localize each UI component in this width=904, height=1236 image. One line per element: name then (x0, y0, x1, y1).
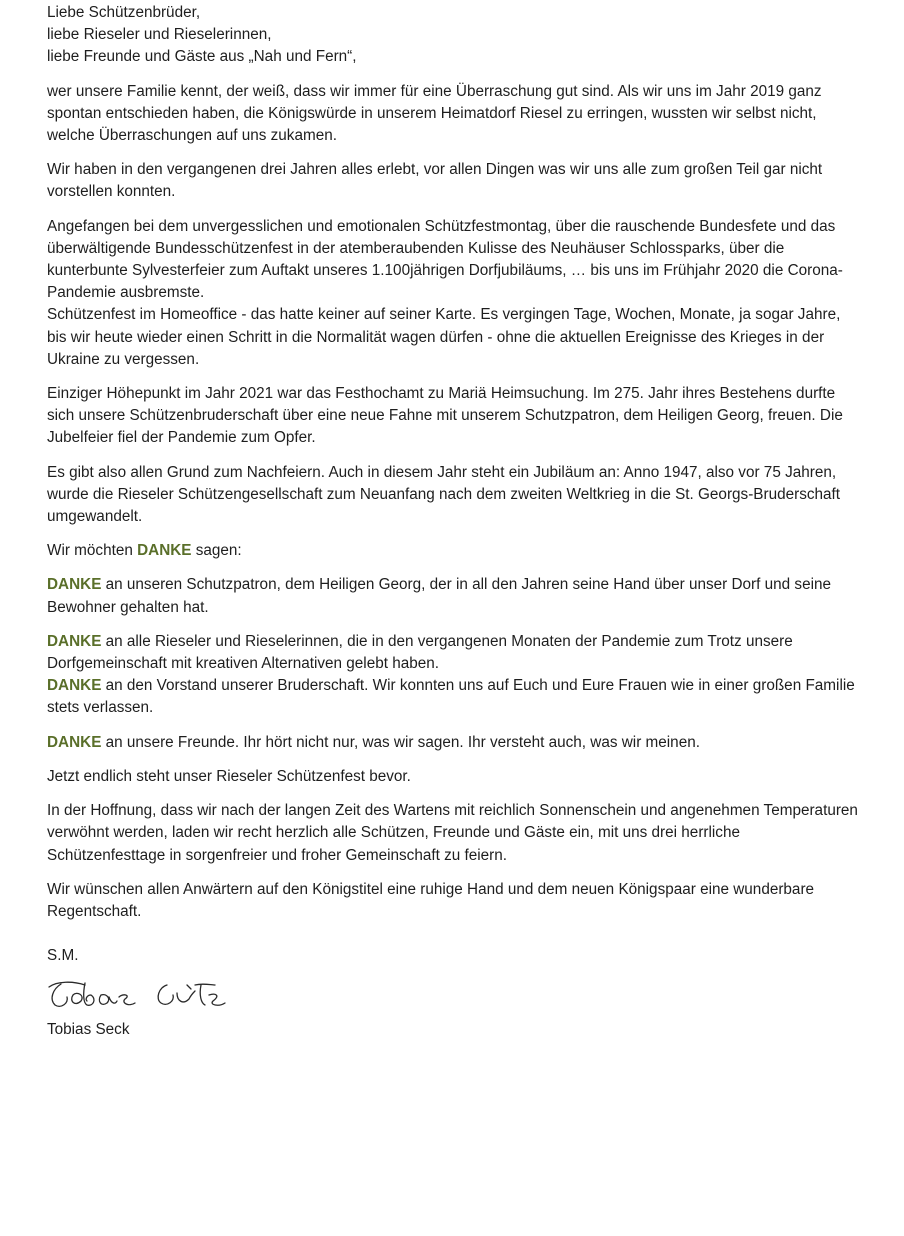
paragraph-events-part-2: Schützenfest im Homeoffice - das hatte keiner auf seiner Karte. Es vergingen Tage, Wochen, Monate, ja sogar Jahre, bis wir heute wieder einen Schritt in die Normalität wagen dürfen - ohne die aktuellen Ereignisse des Krieges in der Ukraine zu vergessen. (47, 306, 841, 368)
thanks-board-text: an den Vorstand unserer Bruderschaft. Wir konnten uns auf Euch und Eure Frauen wie in einer großen Familie stets verlassen. (47, 677, 855, 717)
thanks-keyword: DANKE (137, 542, 192, 560)
thanks-intro-after: sagen: (191, 542, 242, 560)
handwritten-signature (43, 973, 233, 1015)
paragraph-events-part-1: Angefangen bei dem unvergesslichen und emotionalen Schützfestmontag, über die rauschende Bundesfete und das überwältigende Bundesschützenfest in der atemberaubenden Kulisse des Neuhäuser Schlossparks, über die kunterbunte Sylvesterfeier zum Auftakt unseres 1.100jährigen Dorfjubiläums, … bis uns im Frühjahr 2020 die Corona-Pandemie ausbremste. (47, 217, 843, 302)
thanks-intro-before: Wir möchten (47, 542, 138, 560)
closing-wishes: Wir wünschen allen Anwärtern auf den Königstitel eine ruhige Hand und dem neuen Königspaar eine wunderbare Regentschaft. (47, 880, 815, 920)
paragraph-highlight: Einziger Höhepunkt im Jahr 2021 war das Festhochamt zu Mariä Heimsuchung. Im 275. Jahr ihres Bestehens durfte sich unsere Schützenbruderschaft über eine neue Fahne mit unserem Schutzpatron, dem Heiligen Georg, freuen. Die Jubelfeier fiel der Pandemie zum Opfer. (47, 385, 843, 447)
signatory-name: Tobias Seck (47, 1021, 130, 1039)
closing-invitation: In der Hoffnung, dass wir nach der langen Zeit des Wartens mit reichlich Sonnenschein und angenehmen Temperaturen verwöhnt werden, laden wir recht herzlich alle Schützen, Freunde und Gäste ein, mit uns drei herrliche Schützenfesttage in sorgenfreier und froher Gemeinschaft zu feiern. (47, 802, 858, 864)
thanks-villagers-text: an alle Rieseler und Rieselerinnen, die in den vergangenen Monaten der Pandemie zum Trotz unsere Dorfgemeinschaft mit kreativen Alternativen gelebt haben. (47, 632, 793, 673)
paragraph-events (47, 216, 862, 371)
thanks-keyword: DANKE (47, 733, 102, 751)
sign-off-initials: S.M. (47, 947, 79, 965)
thanks-friends (47, 732, 862, 754)
greeting-line-3: liebe Freunde und Gäste aus „Nah und Fern“, (47, 48, 357, 66)
paragraph-jubilee: Es gibt also allen Grund zum Nachfeiern. Auch in diesem Jahr steht ein Jubiläum an: Anno 1947, also vor 75 Jahren, wurde die Rieseler Schützengesellschaft zum Neuanfang nach dem zweiten Weltkrieg in die St. Georgs-Bruderschaft umgewandelt. (47, 463, 841, 526)
thanks-villagers-board (47, 631, 862, 720)
thanks-intro (47, 540, 862, 562)
thanks-keyword: DANKE (47, 632, 102, 650)
thanks-keyword: DANKE (47, 677, 102, 695)
greeting-line-2: liebe Rieseler und Rieselerinnen, (47, 26, 272, 44)
paragraph-experience: Wir haben in den vergangenen drei Jahren alles erlebt, vor allen Dingen was wir uns alle zum großen Teil gar nicht vorstellen konnten. (47, 161, 823, 201)
thanks-keyword: DANKE (47, 576, 102, 594)
sign-off (47, 945, 862, 967)
letter-body (47, 2, 862, 1042)
greeting (47, 2, 862, 69)
thanks-patron (47, 574, 862, 618)
greeting-line-1: Liebe Schützenbrüder, (47, 4, 201, 21)
thanks-friends-text: an unsere Freunde. Ihr hört nicht nur, was wir sagen. Ihr versteht auch, was wir meinen. (101, 733, 700, 751)
paragraph-intro: wer unsere Familie kennt, der weiß, dass wir immer für eine Überraschung gut sind. Als wir uns im Jahr 2019 ganz spontan entschieden haben, die Königswürde in unserem Heimatdorf Riesel zu erringen, wussten wir selbst nicht, welche Überraschungen auf uns zukamen. (47, 82, 822, 145)
closing-festival: Jetzt endlich steht unser Rieseler Schützenfest bevor. (47, 767, 411, 785)
thanks-patron-text: an unseren Schutzpatron, dem Heiligen Georg, der in all den Jahren seine Hand über unser Dorf und seine Bewohner gehalten hat. (47, 576, 831, 616)
